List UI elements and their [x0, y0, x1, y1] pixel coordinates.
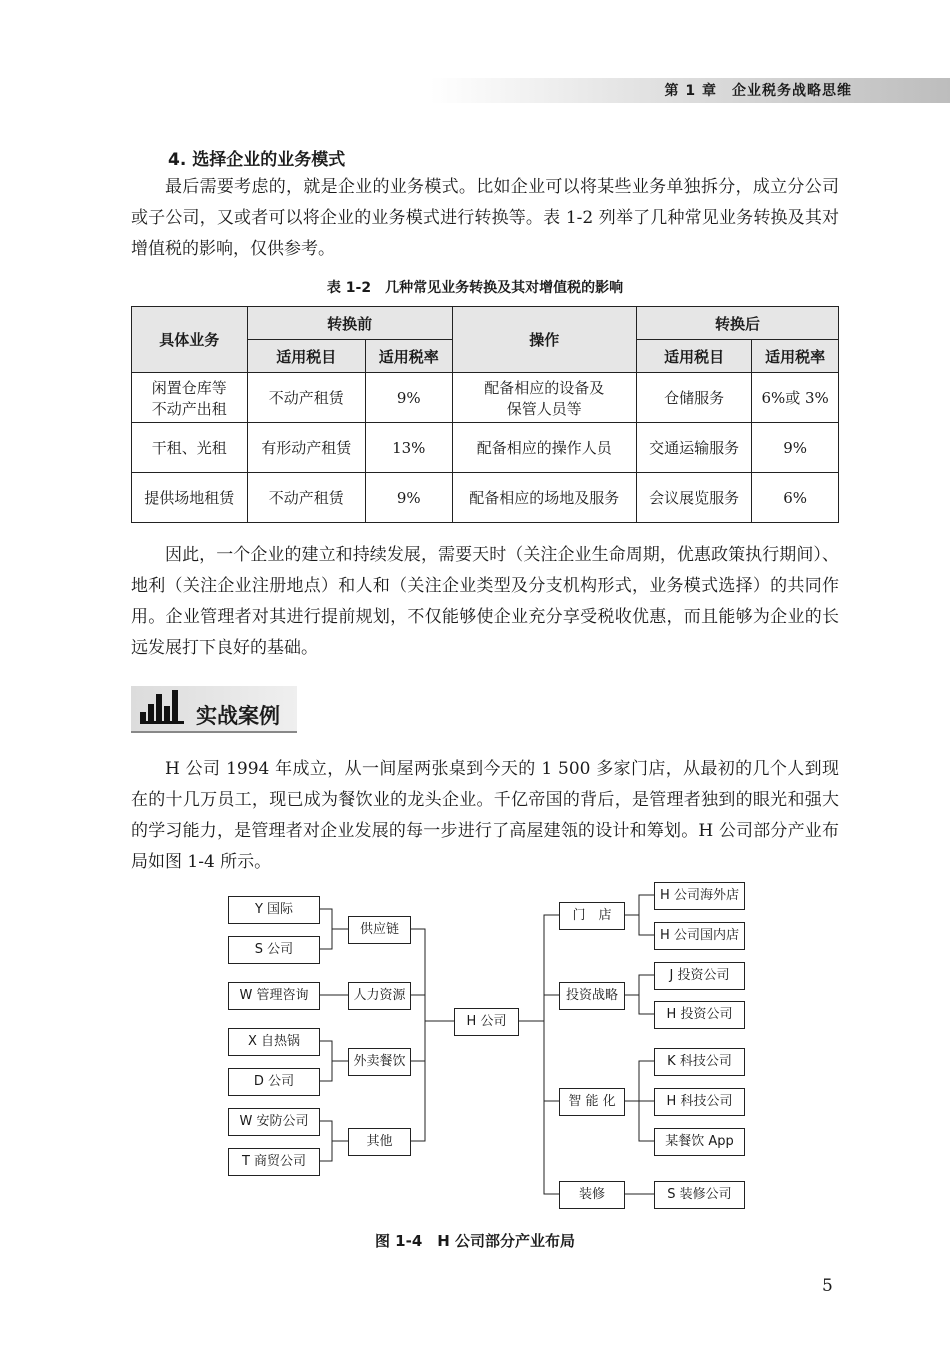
col-rate-after: 适用税率 — [752, 340, 839, 373]
col-operation: 操作 — [452, 307, 636, 373]
col-rate-before: 适用税率 — [365, 340, 452, 373]
node-hr: 人力资源 — [348, 982, 411, 1010]
chapter-header: 第 1 章 企业税务战略思维 — [664, 83, 852, 99]
node-w-consulting: W 管理咨询 — [228, 982, 320, 1010]
cell-rate-before: 13% — [365, 423, 452, 473]
node-k-tech: K 科技公司 — [654, 1048, 745, 1076]
node-s-company: S 公司 — [228, 936, 320, 964]
node-stores: 门 店 — [559, 902, 625, 930]
cell-item-before: 不动产租赁 — [247, 373, 365, 423]
node-d-company: D 公司 — [228, 1068, 320, 1096]
col-before: 转换前 — [247, 307, 452, 340]
cell-rate-after: 6% — [752, 473, 839, 523]
cell-rate-after: 6%或 3% — [752, 373, 839, 423]
case-section-title: 实战案例 — [196, 703, 280, 728]
conclusion-paragraph: 因此，一个企业的建立和持续发展，需要天时（关注企业生命周期，优惠政策执行期间）、地利（关注企业注册地点）和人和（关注企业类型及分支机构形式，业务模式选择）的共同作用。企业管理者对其进行提前规划，不仅能够使企业充分享受税收优惠，而且能够为企业的长远发展打下良好的基础。 — [131, 545, 839, 658]
case-paragraph: H 公司 1994 年成立，从一间屋两张桌到今天的 1 500 多家门店，从最初的几个人到现在的十几万员工，现已成为餐饮业的龙头企业。千亿帝国的背后，是管理者独到的眼光和强大的学习能力，是管理者对企业发展的每一步进行了高屋建瓴的设计和筹划。H 公司部分产业布局如图 1-4 所示。 — [131, 759, 839, 872]
cell-rate-after: 9% — [752, 423, 839, 473]
table-caption: 表 1-2 几种常见业务转换及其对增值税的影响 — [326, 280, 624, 296]
node-other: 其他 — [348, 1128, 411, 1156]
node-domestic-store: H 公司国内店 — [654, 922, 745, 950]
cell-operation: 配备相应的设备及保管人员等 — [452, 373, 636, 423]
cell-rate-before: 9% — [365, 473, 452, 523]
node-s-decoration: S 装修公司 — [654, 1181, 745, 1209]
node-intelligent: 智 能 化 — [559, 1088, 625, 1116]
node-t-trading: T 商贸公司 — [228, 1148, 320, 1176]
node-delivery: 外卖餐饮 — [348, 1048, 411, 1076]
cell-operation: 配备相应的操作人员 — [452, 423, 636, 473]
node-app: 某餐饮 App — [654, 1128, 745, 1156]
cell-item-after: 交通运输服务 — [636, 423, 751, 473]
cell-rate-before: 9% — [365, 373, 452, 423]
node-h-invest: H 投资公司 — [654, 1001, 745, 1029]
node-investment: 投资战略 — [559, 982, 625, 1010]
col-after: 转换后 — [636, 307, 838, 340]
cell-item-before: 不动产租赁 — [247, 473, 365, 523]
node-h-tech: H 科技公司 — [654, 1088, 745, 1116]
node-supply-chain: 供应链 — [348, 916, 411, 944]
col-item-after: 适用税目 — [636, 340, 751, 373]
cell-item-before: 有形动产租赁 — [247, 423, 365, 473]
cell-business: 提供场地租赁 — [132, 473, 248, 523]
cell-business: 干租、光租 — [132, 423, 248, 473]
section-paragraph: 最后需要考虑的，就是企业的业务模式。比如企业可以将某些业务单独拆分，成立分公司或子公司，又或者可以将企业的业务模式进行转换等。表 1-2 列举了几种常见业务转换及其对增值税的影响，仅供参考。 — [131, 177, 839, 259]
col-item-before: 适用税目 — [247, 340, 365, 373]
node-y-intl: Y 国际 — [228, 896, 320, 924]
node-h-company: H 公司 — [454, 1008, 519, 1036]
col-business: 具体业务 — [132, 307, 248, 373]
node-x-hotpot: X 自热锅 — [228, 1028, 320, 1056]
cell-item-after: 仓储服务 — [636, 373, 751, 423]
node-overseas-store: H 公司海外店 — [654, 882, 745, 910]
node-w-security: W 安防公司 — [228, 1108, 320, 1136]
cell-item-after: 会议展览服务 — [636, 473, 751, 523]
node-decoration: 装修 — [559, 1181, 625, 1209]
node-j-invest: J 投资公司 — [654, 962, 745, 990]
page-number: 5 — [822, 1276, 833, 1296]
cell-operation: 配备相应的场地及服务 — [452, 473, 636, 523]
cell-business: 闲置仓库等不动产出租 — [132, 373, 248, 423]
figure-caption: 图 1-4 H 公司部分产业布局 — [374, 1232, 576, 1250]
section-heading: 4. 选择企业的业务模式 — [168, 150, 346, 170]
